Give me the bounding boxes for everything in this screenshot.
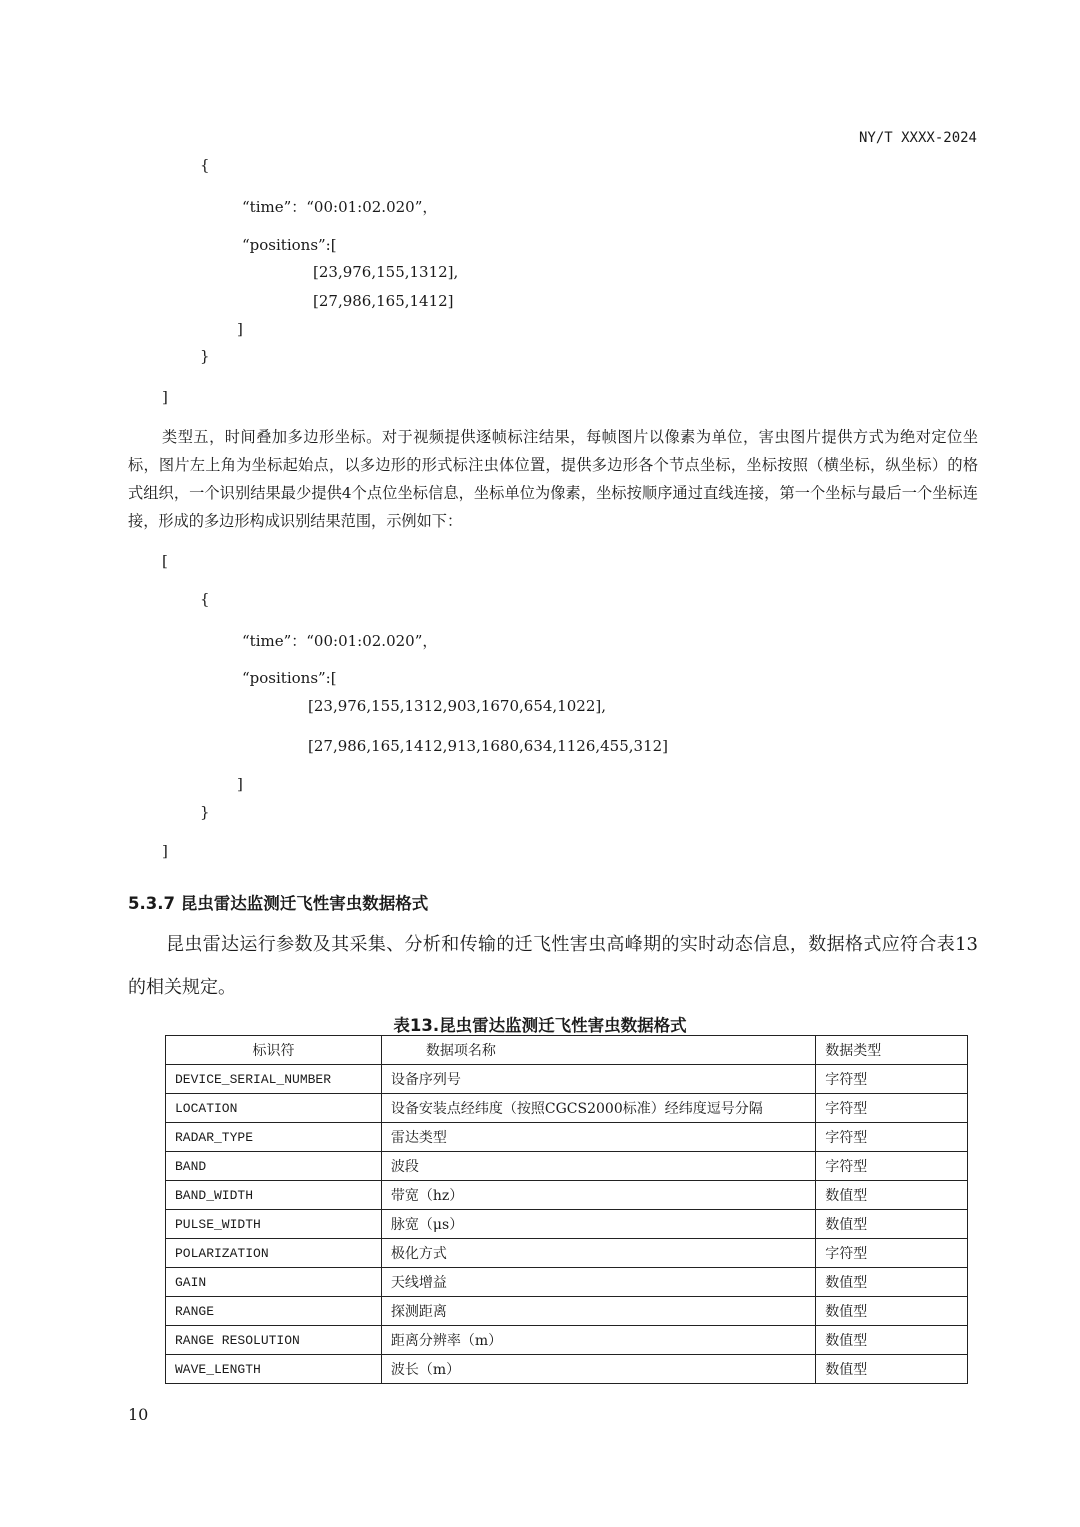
column-header-item-name: 数据项名称 [381, 1036, 815, 1065]
code-position-2: [27,986,165,1412,913,1680,634,1126,455,312] [308, 737, 669, 755]
data-type-cell: 数值型 [816, 1268, 968, 1297]
section-title: 5.3.7 昆虫雷达监测迁飞性害虫数据格式 [128, 894, 429, 913]
table-row [166, 1239, 968, 1268]
data-type-cell: 数值型 [816, 1181, 968, 1210]
item-name-cell: 设备序列号 [381, 1065, 815, 1094]
item-name-cell: 极化方式 [381, 1239, 815, 1268]
table-row [166, 1094, 968, 1123]
identifier-cell: WAVE_LENGTH [166, 1355, 382, 1384]
identifier-cell: RANGE [166, 1297, 382, 1326]
identifier-cell: BAND_WIDTH [166, 1181, 382, 1210]
column-header-data-type: 数据类型 [816, 1036, 968, 1065]
identifier-cell: GAIN [166, 1268, 382, 1297]
code-time-line: “time”：“00:01:02.020”， [242, 632, 438, 650]
item-name-cell: 距离分辨率（m） [381, 1326, 815, 1355]
code-positions-line: “positions”:[ [242, 236, 337, 254]
identifier-cell: BAND [166, 1152, 382, 1181]
table-row [166, 1326, 968, 1355]
item-name-cell: 雷达类型 [381, 1123, 815, 1152]
data-format-table [165, 1035, 968, 1384]
table-row [166, 1181, 968, 1210]
item-name-cell: 设备安装点经纬度（按照CGCS2000标准）经纬度逗号分隔 [381, 1094, 815, 1123]
data-type-cell: 数值型 [816, 1355, 968, 1384]
code-position-1: [23,976,155,1312,903,1670,654,1022], [308, 697, 606, 715]
document-code: NY/T XXXX-2024 [858, 130, 977, 146]
code-close-brace: } [200, 803, 210, 821]
table-row [166, 1355, 968, 1384]
data-type-cell: 字符型 [816, 1065, 968, 1094]
code-close-bracket-inner: ] [237, 775, 243, 793]
item-name-cell: 天线增益 [381, 1268, 815, 1297]
table-row [166, 1123, 968, 1152]
code-close-bracket-outer: ] [162, 388, 168, 406]
table-row [166, 1152, 968, 1181]
code-close-bracket-outer: ] [162, 842, 168, 860]
data-type-cell: 字符型 [816, 1239, 968, 1268]
code-close-brace: } [200, 347, 210, 365]
data-type-cell: 数值型 [816, 1210, 968, 1239]
data-type-cell: 数值型 [816, 1326, 968, 1355]
code-open-brace: { [200, 590, 210, 608]
code-open-brace: { [200, 156, 210, 174]
table-header-row [166, 1036, 968, 1065]
table-row [166, 1297, 968, 1326]
paragraph-type-five: 类型五，时间叠加多边形坐标。对于视频提供逐帧标注结果，每帧图片以像素为单位，害虫图片提供方式为绝对定位坐标，图片左上角为坐标起始点，以多边形的形式标注虫体位置，提供多边形各个节点坐标，坐标按照（横坐标，纵坐标）的格式组织，一个识别结果最少提供4个点位坐标信息，坐标单位为像素，坐标按顺序通过直线连接，第一个坐标与最后一个坐标连接，形成的多边形构成识别结果范围，示例如下： [128, 428, 978, 530]
item-name-cell: 带宽（hz） [381, 1181, 815, 1210]
column-header-identifier: 标识符 [166, 1036, 382, 1065]
code-close-bracket-inner: ] [237, 320, 243, 338]
code-position-1: [23,976,155,1312], [313, 263, 459, 281]
code-position-2: [27,986,165,1412] [313, 292, 454, 310]
identifier-cell: LOCATION [166, 1094, 382, 1123]
item-name-cell: 探测距离 [381, 1297, 815, 1326]
code-open-bracket-outer: [ [162, 552, 168, 570]
data-type-cell: 字符型 [816, 1152, 968, 1181]
item-name-cell: 波长（m） [381, 1355, 815, 1384]
data-type-cell: 字符型 [816, 1123, 968, 1152]
identifier-cell: RANGE RESOLUTION [166, 1326, 382, 1355]
identifier-cell: DEVICE_SERIAL_NUMBER [166, 1065, 382, 1094]
identifier-cell: POLARIZATION [166, 1239, 382, 1268]
data-type-cell: 数值型 [816, 1297, 968, 1326]
identifier-cell: PULSE_WIDTH [166, 1210, 382, 1239]
data-type-cell: 字符型 [816, 1094, 968, 1123]
table-row [166, 1210, 968, 1239]
item-name-cell: 波段 [381, 1152, 815, 1181]
section-body: 昆虫雷达运行参数及其采集、分析和传输的迁飞性害虫高峰期的实时动态信息，数据格式应符合表13的相关规定。 [128, 934, 978, 998]
table-row [166, 1268, 968, 1297]
table-caption: 表13.昆虫雷达监测迁飞性害虫数据格式 [393, 1016, 687, 1035]
identifier-cell: RADAR_TYPE [166, 1123, 382, 1152]
page-number: 10 [128, 1405, 149, 1424]
code-positions-line: “positions”:[ [242, 669, 337, 687]
item-name-cell: 脉宽（μs） [381, 1210, 815, 1239]
code-time-line: “time”：“00:01:02.020”， [242, 198, 438, 216]
table-row [166, 1065, 968, 1094]
